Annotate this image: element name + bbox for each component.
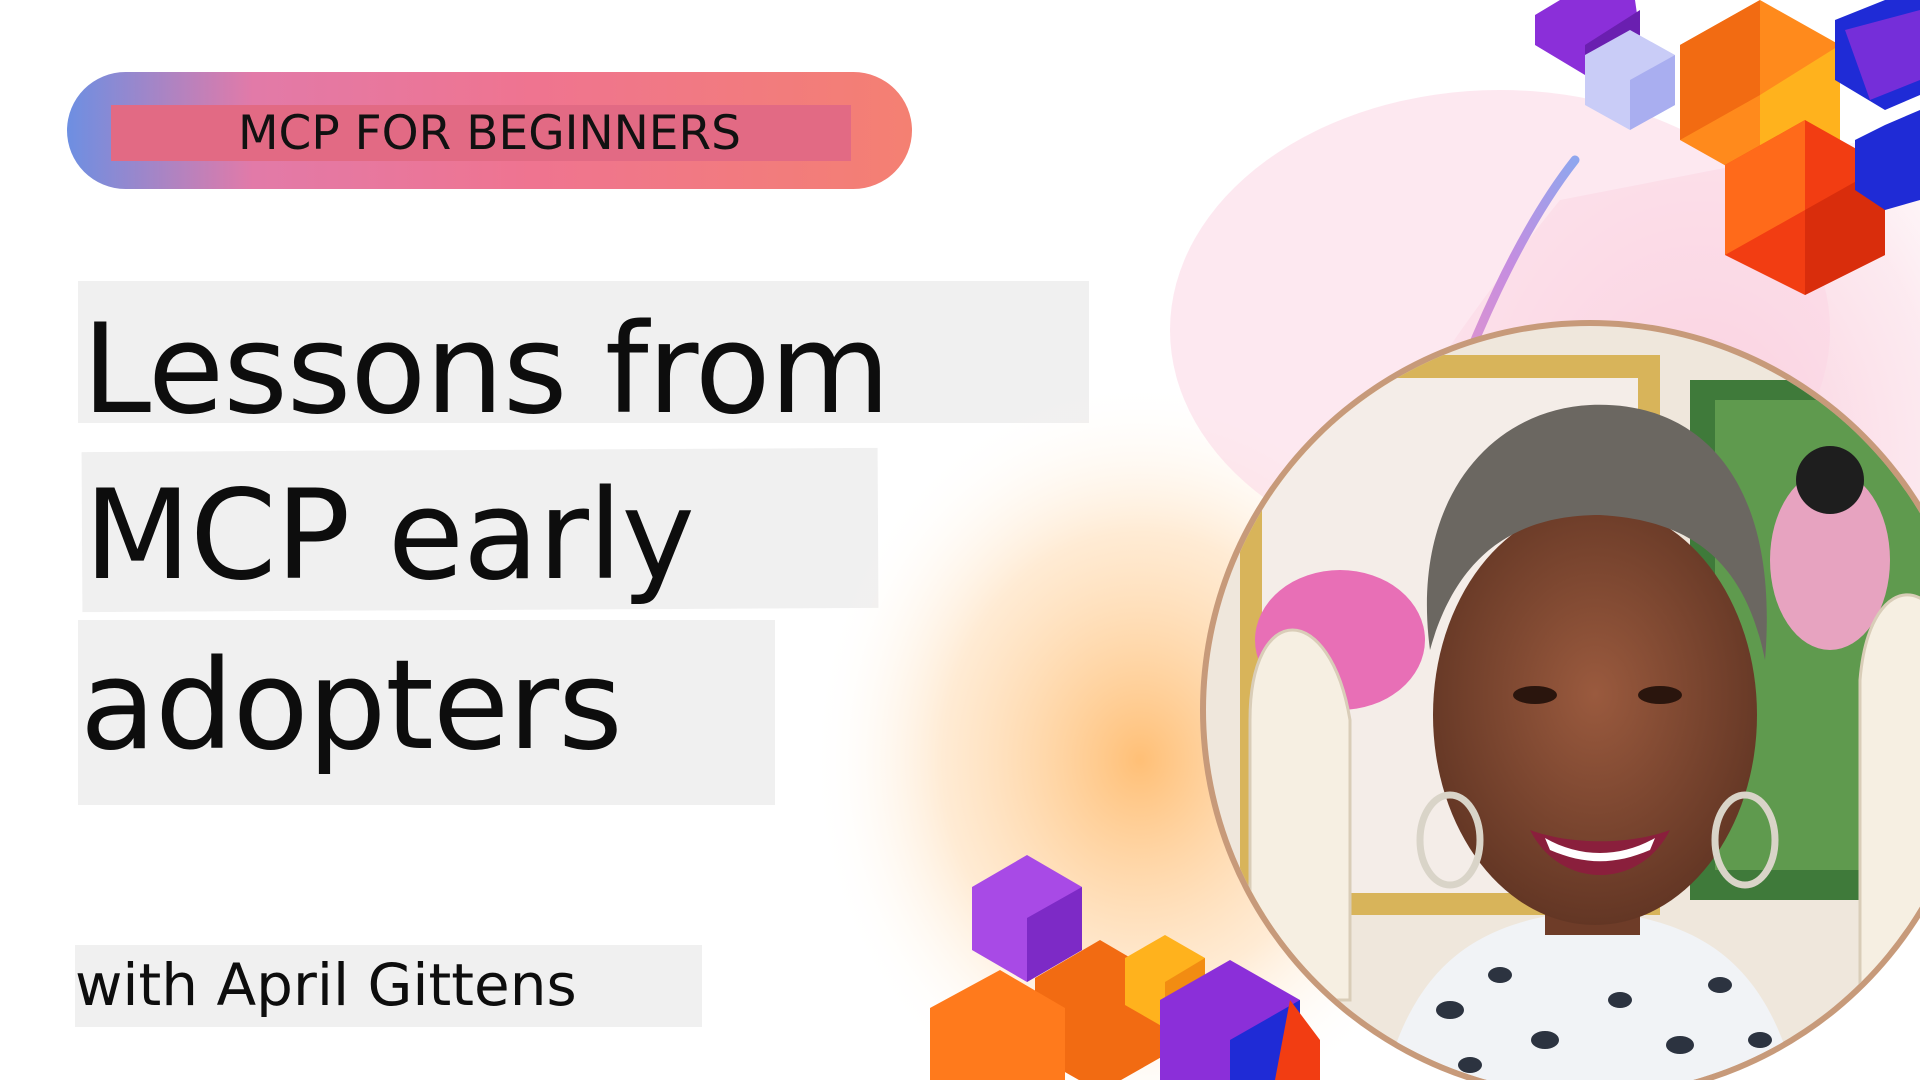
title-line-3: adopters [80,634,622,778]
title-line-1: Lessons from [82,298,890,442]
presenter-line: with April Gittens [75,951,577,1019]
title-line-2: MCP early [84,464,694,608]
series-badge-label: MCP FOR BEGINNERS [237,106,741,161]
